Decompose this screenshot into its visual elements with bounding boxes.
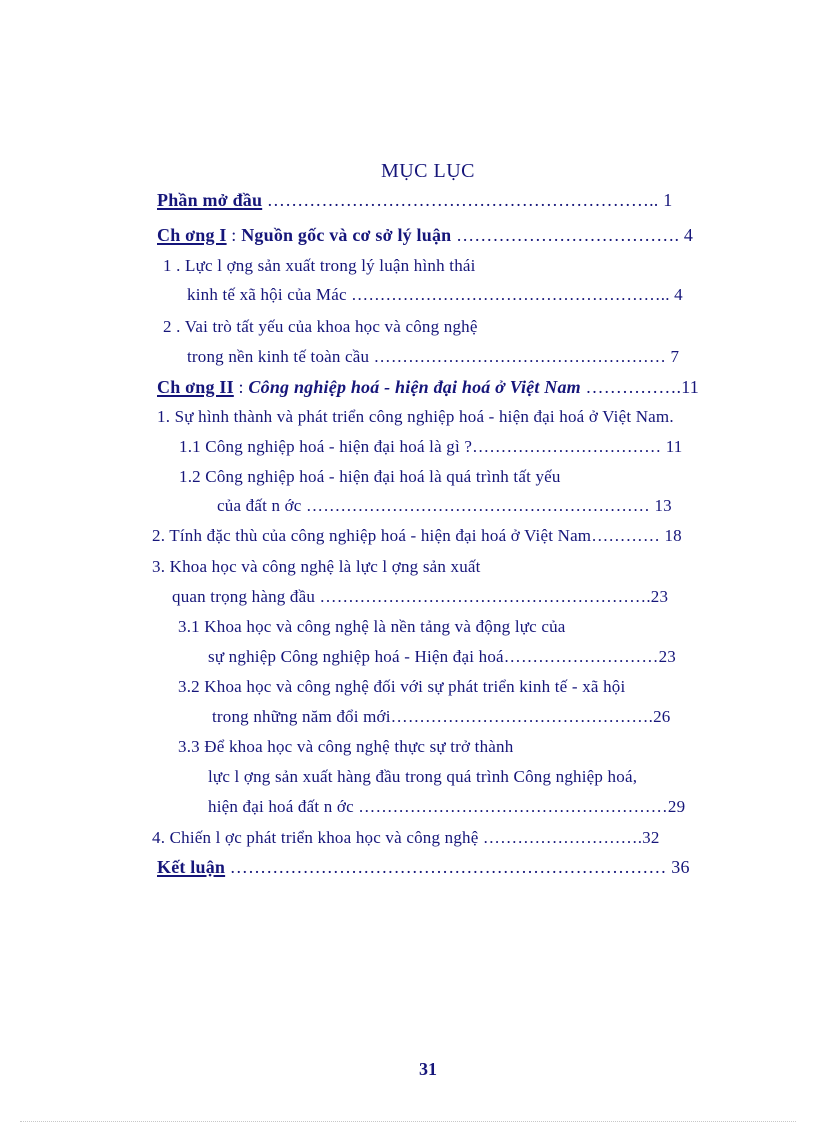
conclusion-label: Kết luận [157, 857, 226, 877]
chapter-2-title: Công nghiệp hoá - hiện đại hoá ở Việt Nam [248, 377, 581, 397]
page-number: 31 [419, 1059, 437, 1079]
toc-title: MỤC LỤC [380, 160, 476, 182]
toc-intro-label: Phần mở đầu [157, 190, 263, 210]
toc-entry-2-1-2-line-2[interactable]: của đất n ớc …………………………………………………… 13 [217, 496, 672, 515]
toc-entry-chapter-2[interactable] [157, 376, 699, 398]
toc-entry-conclusion[interactable] [157, 856, 690, 878]
toc-entry-2-3-2-line-1[interactable]: 3.2 Khoa học và công nghệ đối với sự phát triển kinh tế - xã hội [178, 677, 626, 696]
toc-entry-2-3-line-2[interactable]: quan trọng hàng đầu ………………………………………………….23 [172, 587, 669, 606]
toc-entry-2-1-1[interactable]: 1.1 Công nghiệp hoá - hiện đại hoá là gì ?…………………………… 11 [179, 437, 683, 456]
toc-entry-2-1[interactable]: 1. Sự hình thành và phát triển công nghiệp hoá - hiện đại hoá ở Việt Nam. [157, 407, 674, 426]
chapter-1-label: Ch ơng I [157, 225, 227, 245]
toc-entry-1-2-line-1[interactable]: 2 . Vai trò tất yếu của khoa học và công nghệ [163, 317, 478, 336]
toc-entry-2-2[interactable]: 2. Tính đặc thù của công nghiệp hoá - hiện đại hoá ở Việt Nam………… 18 [152, 526, 682, 545]
toc-entry-2-3-line-1[interactable]: 3. Khoa học và công nghệ là lực l ợng sản xuất [152, 557, 481, 576]
toc-entry-1-1-line-2[interactable]: kinh tế xã hội của Mác ……………………………………………….. 4 [187, 285, 683, 304]
toc-entry-2-3-2-line-2[interactable]: trong những năm đổi mới……………………………………….26 [212, 707, 671, 726]
page-bottom-divider [20, 1121, 796, 1122]
toc-entry-chapter-1[interactable] [157, 224, 693, 246]
toc-entry-2-3-3-line-3[interactable]: hiện đại hoá đất n ớc ………………………………………………29 [208, 797, 686, 816]
chapter-2-colon: : [233, 377, 249, 397]
toc-entry-2-3-3-line-2[interactable]: lực l ợng sản xuất hàng đầu trong quá trình Công nghiệp hoá, [208, 767, 638, 786]
toc-entry-intro[interactable] [157, 189, 672, 211]
chapter-1-title: Nguồn gốc và cơ sở lý luận [241, 225, 452, 245]
chapter-1-colon: : [226, 225, 242, 245]
toc-entry-1-2-line-2[interactable]: trong nền kinh tế toàn cầu …………………………………………… 7 [187, 347, 680, 366]
toc-entry-2-4[interactable]: 4. Chiến l ợc phát triển khoa học và công nghệ ……………………….32 [152, 828, 660, 847]
toc-entry-2-3-3-line-1[interactable]: 3.3 Để khoa học và công nghệ thực sự trở thành [178, 737, 514, 756]
chapter-1-leader: ………………………………. 4 [451, 225, 694, 245]
chapter-2-leader: …………….11 [580, 377, 699, 397]
toc-entry-2-1-2-line-1[interactable]: 1.2 Công nghiệp hoá - hiện đại hoá là quá trình tất yếu [179, 467, 561, 486]
chapter-2-label: Ch ơng II [157, 377, 234, 397]
toc-entry-2-3-1-line-1[interactable]: 3.1 Khoa học và công nghệ là nền tảng và động lực của [178, 617, 566, 636]
toc-entry-2-3-1-line-2[interactable]: sự nghiệp Công nghiệp hoá - Hiện đại hoá………………………23 [208, 647, 676, 666]
toc-intro-leader: ……………………………………………………….. 1 [266, 190, 673, 210]
conclusion-leader: ……………………………………………………………… 36 [225, 857, 690, 877]
toc-entry-1-1-line-1[interactable]: 1 . Lực l ợng sản xuất trong lý luận hình thái [163, 256, 476, 275]
